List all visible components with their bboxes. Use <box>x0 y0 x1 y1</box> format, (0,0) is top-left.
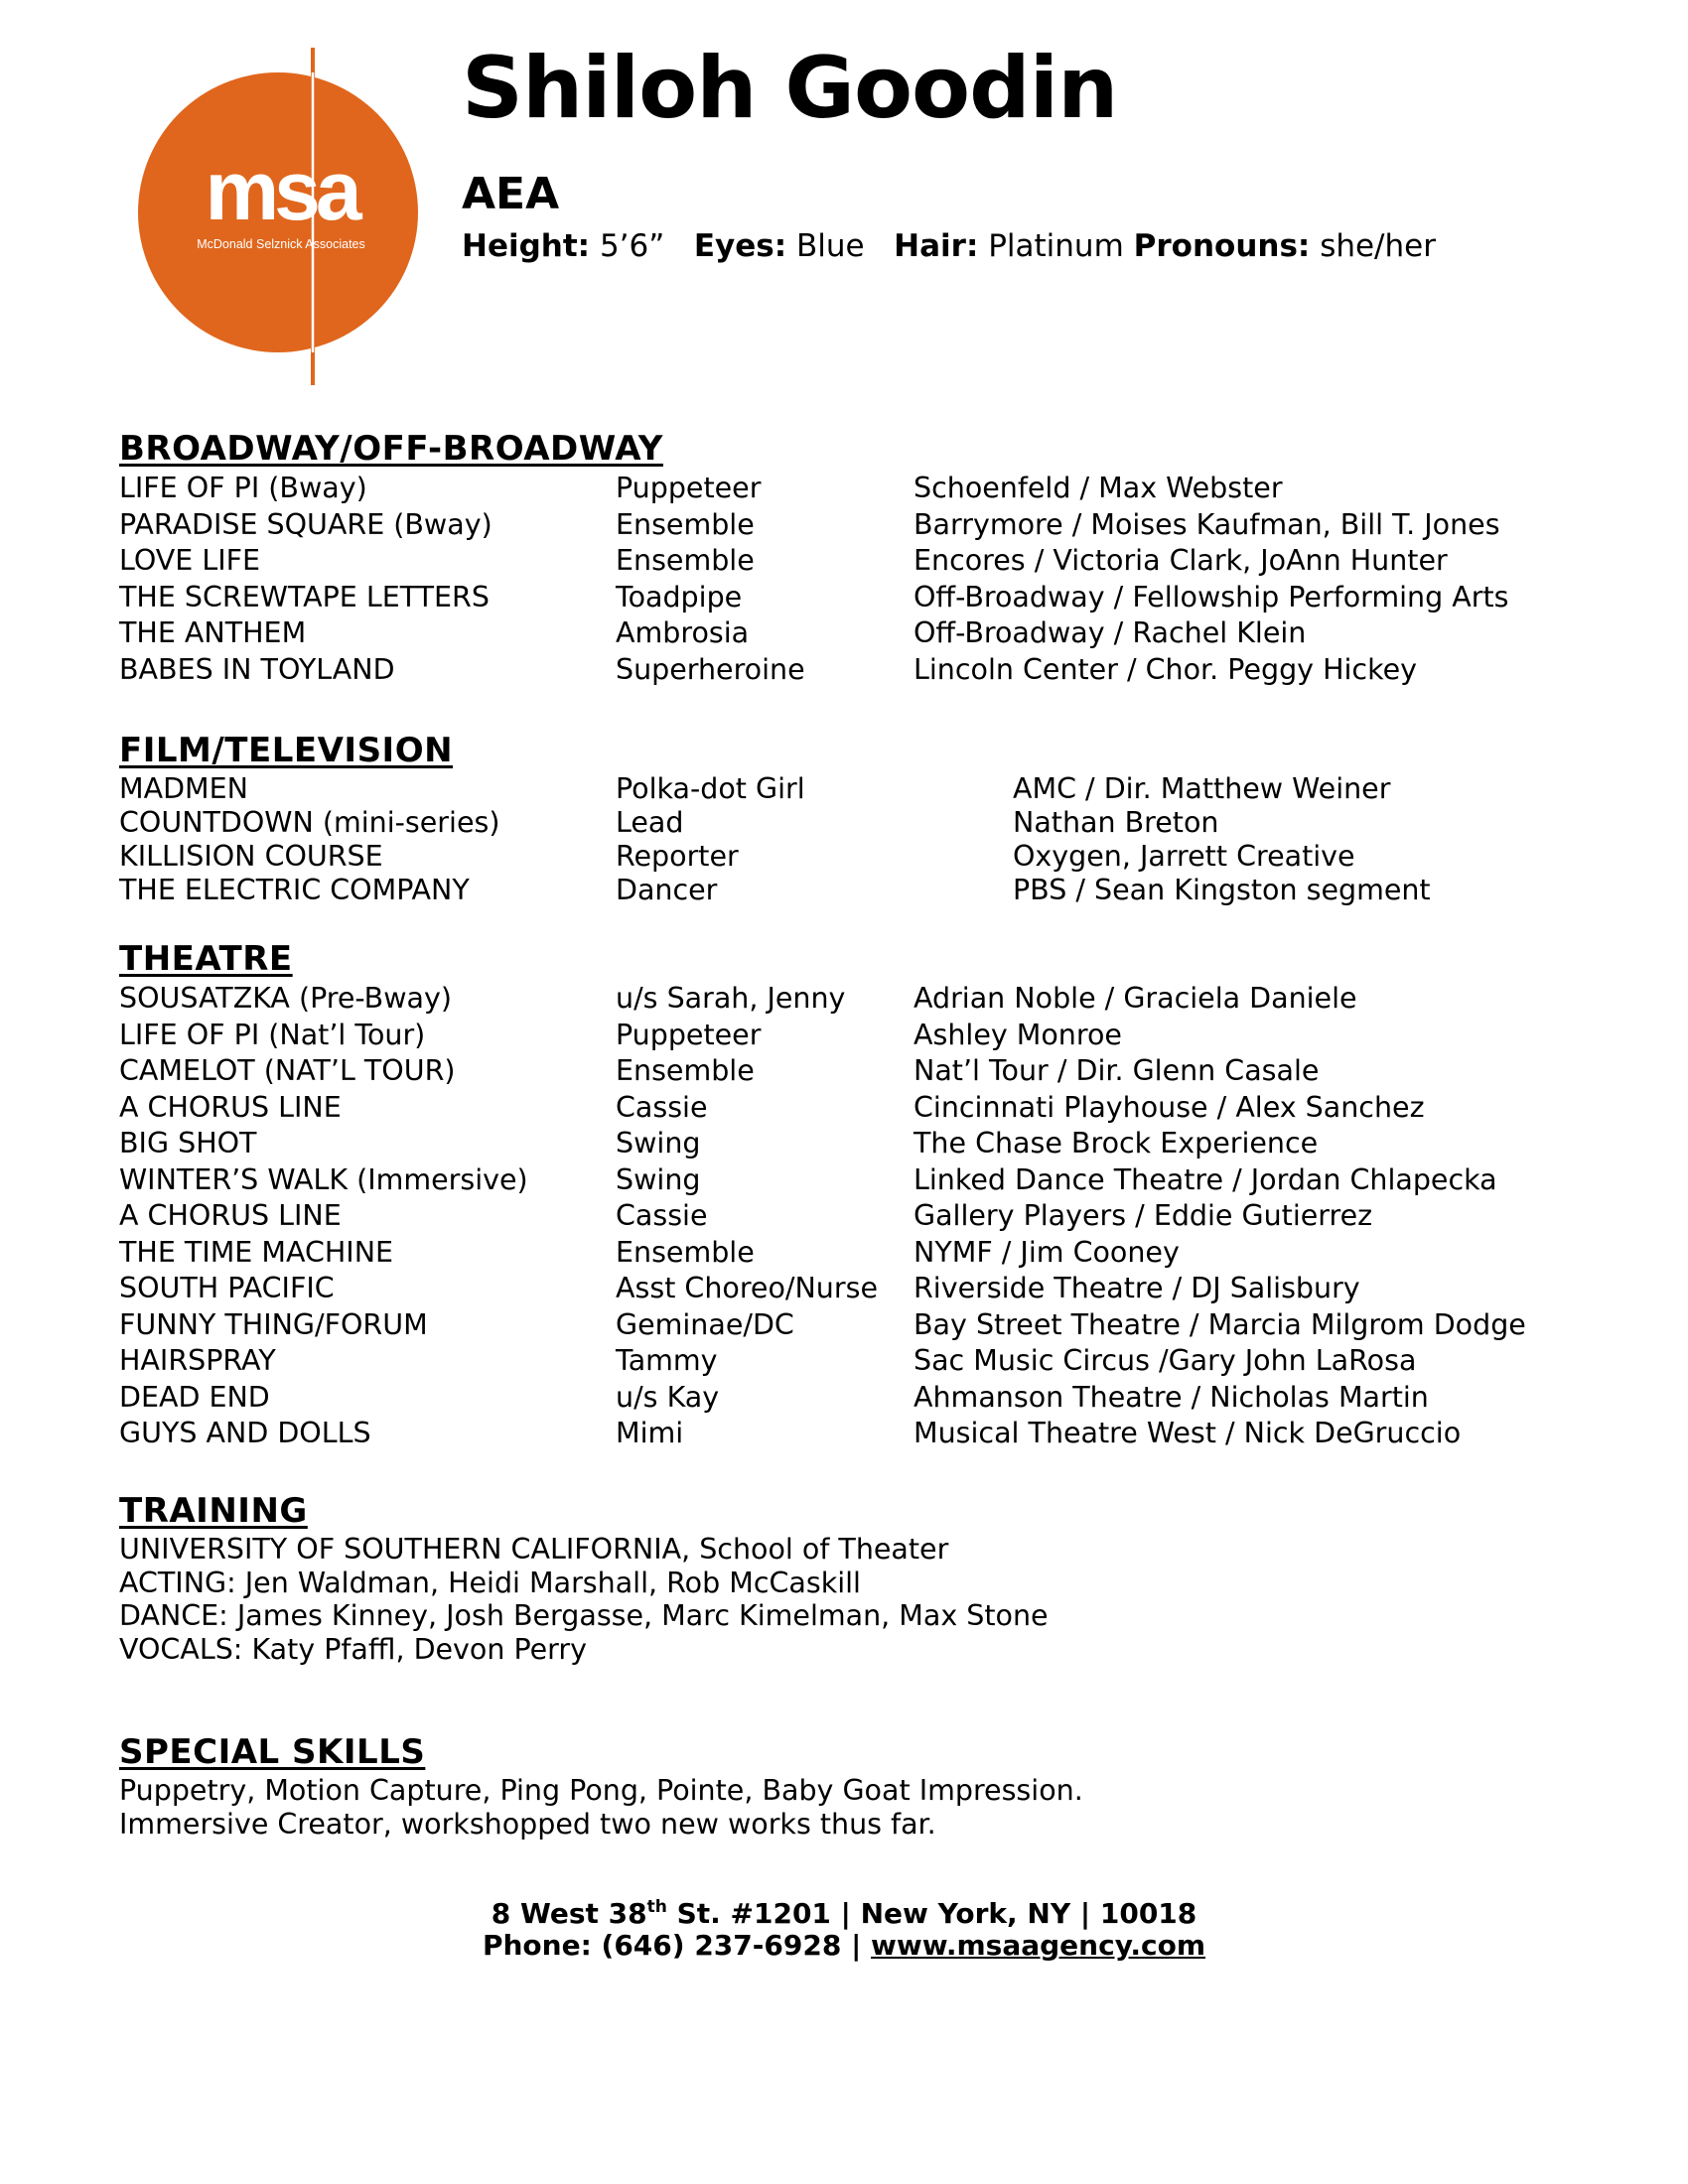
special-skills-section <box>119 1733 1569 1841</box>
credit-venue: The Chase Brock Experience <box>914 1127 1319 1160</box>
credit-venue: Lincoln Center / Chor. Peggy Hickey <box>914 652 1417 686</box>
section-heading: FILM/TELEVISION <box>119 731 454 770</box>
credit-venue: Ashley Monroe <box>914 1018 1122 1051</box>
credit-title: HAIRSPRAY <box>119 1344 276 1378</box>
credit-role: Ensemble <box>616 1235 755 1269</box>
training-line: ACTING: Jen Waldman, Heidi Marshall, Rob McCaskill <box>119 1566 861 1599</box>
credit-row <box>119 615 1569 652</box>
pronouns-label: Pronouns: <box>1133 228 1311 264</box>
credit-title: GUYS AND DOLLS <box>119 1417 371 1450</box>
hair-label: Hair: <box>894 228 979 264</box>
credit-venue: Nat’l Tour / Dir. Glenn Casale <box>914 1054 1320 1088</box>
credit-role: Swing <box>616 1162 701 1196</box>
height-value: 5’6” <box>599 228 665 264</box>
credit-venue: Nathan Breton <box>1013 806 1219 840</box>
credit-title: A CHORUS LINE <box>119 1090 342 1124</box>
credit-row <box>119 1307 1569 1344</box>
credit-title: BIG SHOT <box>119 1127 257 1160</box>
training-line: UNIVERSITY OF SOUTHERN CALIFORNIA, School of Theater <box>119 1533 949 1567</box>
credit-venue: Encores / Victoria Clark, JoAnn Hunter <box>914 544 1448 578</box>
credit-title: FUNNY THING/FORUM <box>119 1307 428 1341</box>
credit-role: Asst Choreo/Nurse <box>616 1272 878 1305</box>
credit-venue: AMC / Dir. Matthew Weiner <box>1013 772 1391 806</box>
credit-title: DEAD END <box>119 1380 270 1414</box>
credit-row <box>119 1090 1569 1127</box>
credit-title: THE SCREWTAPE LETTERS <box>119 580 490 614</box>
credit-role: Ambrosia <box>616 616 750 650</box>
section-heading: SPECIAL SKILLS <box>119 1732 426 1772</box>
eyes-value: Blue <box>796 228 865 264</box>
credit-title: WINTER’S WALK (Immersive) <box>119 1162 528 1196</box>
credit-role: Mimi <box>616 1417 684 1450</box>
credit-title: THE ELECTRIC COMPANY <box>119 874 470 907</box>
credit-row <box>119 471 1569 507</box>
credit-role: u/s Sarah, Jenny <box>616 982 846 1016</box>
credits-list <box>119 471 1569 688</box>
address-rest: St. #1201 | New York, NY | 10018 <box>666 1897 1197 1930</box>
credit-venue: Cincinnati Playhouse / Alex Sanchez <box>914 1090 1425 1124</box>
credit-role: Dancer <box>616 874 718 907</box>
credit-title: THE TIME MACHINE <box>119 1235 394 1269</box>
skills-line: Puppetry, Motion Capture, Ping Pong, Pointe, Baby Goat Impression. <box>119 1774 1083 1808</box>
credit-row <box>119 1380 1569 1417</box>
credit-row <box>119 1126 1569 1162</box>
credit-row <box>119 840 1569 874</box>
credit-row <box>119 1235 1569 1272</box>
credit-role: Puppeteer <box>616 1018 762 1051</box>
training-section <box>119 1492 1569 1666</box>
agency-contact <box>0 1930 1688 1962</box>
agency-website-link[interactable]: www.msaagency.com <box>871 1929 1206 1962</box>
physical-stats <box>462 228 1436 265</box>
theatre-section <box>119 940 1569 1452</box>
credit-venue: Riverside Theatre / DJ Salisbury <box>914 1272 1360 1305</box>
credit-row <box>119 1416 1569 1452</box>
credit-role: Tammy <box>616 1344 718 1378</box>
credit-role: Ensemble <box>616 544 755 578</box>
credit-role: u/s Kay <box>616 1380 720 1414</box>
section-heading: TRAINING <box>119 1491 308 1531</box>
credit-row <box>119 1271 1569 1307</box>
credit-row <box>119 874 1569 907</box>
credit-row <box>119 543 1569 580</box>
credit-role: Lead <box>616 806 684 840</box>
performer-name: Shiloh Goodin <box>462 39 1118 138</box>
credit-title: MADMEN <box>119 772 248 806</box>
credit-row <box>119 1053 1569 1090</box>
section-heading: THEATRE <box>119 939 293 979</box>
credit-row <box>119 507 1569 544</box>
address-ordinal: th <box>646 1897 667 1917</box>
credit-title: CAMELOT (NAT’L TOUR) <box>119 1054 456 1088</box>
agency-footer <box>0 1898 1688 1962</box>
credits-list <box>119 981 1569 1452</box>
credit-role: Polka-dot Girl <box>616 772 805 806</box>
credits-list <box>119 772 1569 907</box>
msa-logo <box>135 48 433 385</box>
credit-row <box>119 580 1569 616</box>
hair-value: Platinum <box>988 228 1124 264</box>
credit-title: KILLISION COURSE <box>119 840 383 874</box>
credit-title: LOVE LIFE <box>119 544 261 578</box>
credit-role: Reporter <box>616 840 739 874</box>
skills-line: Immersive Creator, workshopped two new works thus far. <box>119 1807 936 1841</box>
credit-venue: Off-Broadway / Fellowship Performing Arts <box>914 580 1509 614</box>
credit-venue: Linked Dance Theatre / Jordan Chlapecka <box>914 1162 1497 1196</box>
credit-role: Ensemble <box>616 507 755 541</box>
training-list <box>119 1533 1569 1666</box>
credit-title: THE ANTHEM <box>119 616 307 650</box>
credit-title: SOUTH PACIFIC <box>119 1272 335 1305</box>
credit-row <box>119 1198 1569 1235</box>
height-label: Height: <box>462 228 591 264</box>
address-start: 8 West 38 <box>491 1897 647 1930</box>
union-affiliation: AEA <box>462 169 560 219</box>
logo-text: msa <box>205 144 357 237</box>
logo-tagline: McDonald Selznick Associates <box>197 237 365 251</box>
credit-venue: PBS / Sean Kingston segment <box>1013 874 1431 907</box>
credit-title: BABES IN TOYLAND <box>119 652 395 686</box>
training-line: DANCE: James Kinney, Josh Bergasse, Marc Kimelman, Max Stone <box>119 1599 1049 1633</box>
agency-address <box>0 1898 1688 1930</box>
credit-venue: Gallery Players / Eddie Gutierrez <box>914 1199 1373 1233</box>
credit-row <box>119 772 1569 806</box>
broadway-section <box>119 430 1569 688</box>
skills-list <box>119 1774 1569 1841</box>
credit-role: Puppeteer <box>616 472 762 505</box>
credit-row <box>119 981 1569 1018</box>
credit-venue: Oxygen, Jarrett Creative <box>1013 840 1355 874</box>
agency-phone: Phone: (646) 237-6928 | <box>482 1929 872 1962</box>
section-heading: BROADWAY/OFF-BROADWAY <box>119 429 663 469</box>
credit-venue: Barrymore / Moises Kaufman, Bill T. Jones <box>914 507 1500 541</box>
credit-row <box>119 1162 1569 1199</box>
film-television-section <box>119 732 1569 907</box>
credit-title: SOUSATZKA (Pre-Bway) <box>119 982 452 1016</box>
credit-venue: Ahmanson Theatre / Nicholas Martin <box>914 1380 1429 1414</box>
credit-title: PARADISE SQUARE (Bway) <box>119 507 492 541</box>
credit-venue: Bay Street Theatre / Marcia Milgrom Dodge <box>914 1307 1526 1341</box>
credit-role: Geminae/DC <box>616 1307 794 1341</box>
credit-title: COUNTDOWN (mini-series) <box>119 806 500 840</box>
eyes-label: Eyes: <box>693 228 787 264</box>
credit-venue: Musical Theatre West / Nick DeGruccio <box>914 1417 1462 1450</box>
credit-venue: NYMF / Jim Cooney <box>914 1235 1180 1269</box>
credit-role: Swing <box>616 1127 701 1160</box>
credit-row <box>119 652 1569 689</box>
credit-title: LIFE OF PI (Nat’l Tour) <box>119 1018 426 1051</box>
credit-venue: Off-Broadway / Rachel Klein <box>914 616 1307 650</box>
credit-row <box>119 1343 1569 1380</box>
credit-title: LIFE OF PI (Bway) <box>119 472 367 505</box>
credit-role: Toadpipe <box>616 580 743 614</box>
pronouns-value: she/her <box>1320 228 1436 264</box>
training-line: VOCALS: Katy Pfaffl, Devon Perry <box>119 1632 587 1666</box>
credit-role: Superheroine <box>616 652 805 686</box>
credit-venue: Sac Music Circus /Gary John LaRosa <box>914 1344 1417 1378</box>
credit-role: Cassie <box>616 1199 708 1233</box>
credit-venue: Adrian Noble / Graciela Daniele <box>914 982 1357 1016</box>
credit-title: A CHORUS LINE <box>119 1199 342 1233</box>
credit-role: Ensemble <box>616 1054 755 1088</box>
credit-row <box>119 1018 1569 1054</box>
credit-venue: Schoenfeld / Max Webster <box>914 472 1283 505</box>
credit-row <box>119 806 1569 840</box>
credit-role: Cassie <box>616 1090 708 1124</box>
